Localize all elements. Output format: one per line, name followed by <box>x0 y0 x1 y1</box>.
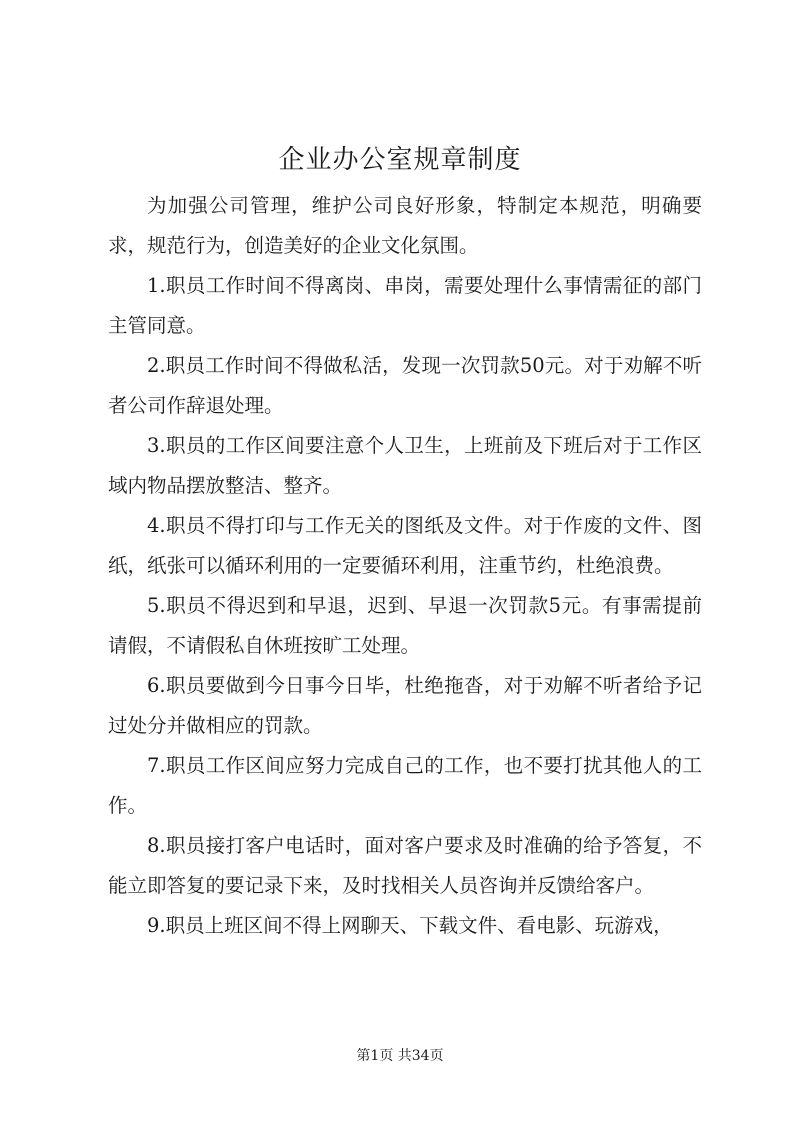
rule-paragraph-8: 8.职员接打客户电话时，面对客户要求及时准确的给予答复，不能立即答复的要记录下来，及时找相关人员咨询并反馈给客户。 <box>108 834 702 897</box>
document-title: 企业办公室规章制度 <box>278 145 522 175</box>
rule-paragraph-3: 3.职员的工作区间要注意个人卫生，上班前及下班后对于工作区域内物品摆放整洁、整齐。 <box>108 434 702 497</box>
rule-paragraph-9: 9.职员上班区间不得上网聊天、下载文件、看电影、玩游戏， <box>147 914 673 937</box>
document-body <box>108 186 702 946</box>
rule-paragraph-2: 2.职员工作时间不得做私活，发现一次罚款50元。对于劝解不听者公司作辞退处理。 <box>108 354 702 417</box>
rule-paragraph-7: 7.职员工作区间应努力完成自己的工作，也不要打扰其他人的工作。 <box>108 754 702 817</box>
rule-paragraph-6: 6.职员要做到今日事今日毕，杜绝拖沓，对于劝解不听者给予记过处分并做相应的罚款。 <box>108 674 702 737</box>
intro-paragraph: 为加强公司管理，维护公司良好形象，特制定本规范，明确要求，规范行为，创造美好的企业文化氛围。 <box>108 194 702 257</box>
rule-paragraph-4: 4.职员不得打印与工作无关的图纸及文件。对于作废的文件、图纸，纸张可以循环利用的一定要循环利用，注重节约，杜绝浪费。 <box>108 514 702 577</box>
rule-paragraph-1: 1.职员工作时间不得离岗、串岗，需要处理什么事情需征的部门主管同意。 <box>108 274 702 337</box>
page-number-footer: 第1页 共34页 <box>356 1048 444 1064</box>
rule-paragraph-5: 5.职员不得迟到和早退，迟到、早退一次罚款5元。有事需提前请假，不请假私自休班按旷工处理。 <box>108 594 702 657</box>
